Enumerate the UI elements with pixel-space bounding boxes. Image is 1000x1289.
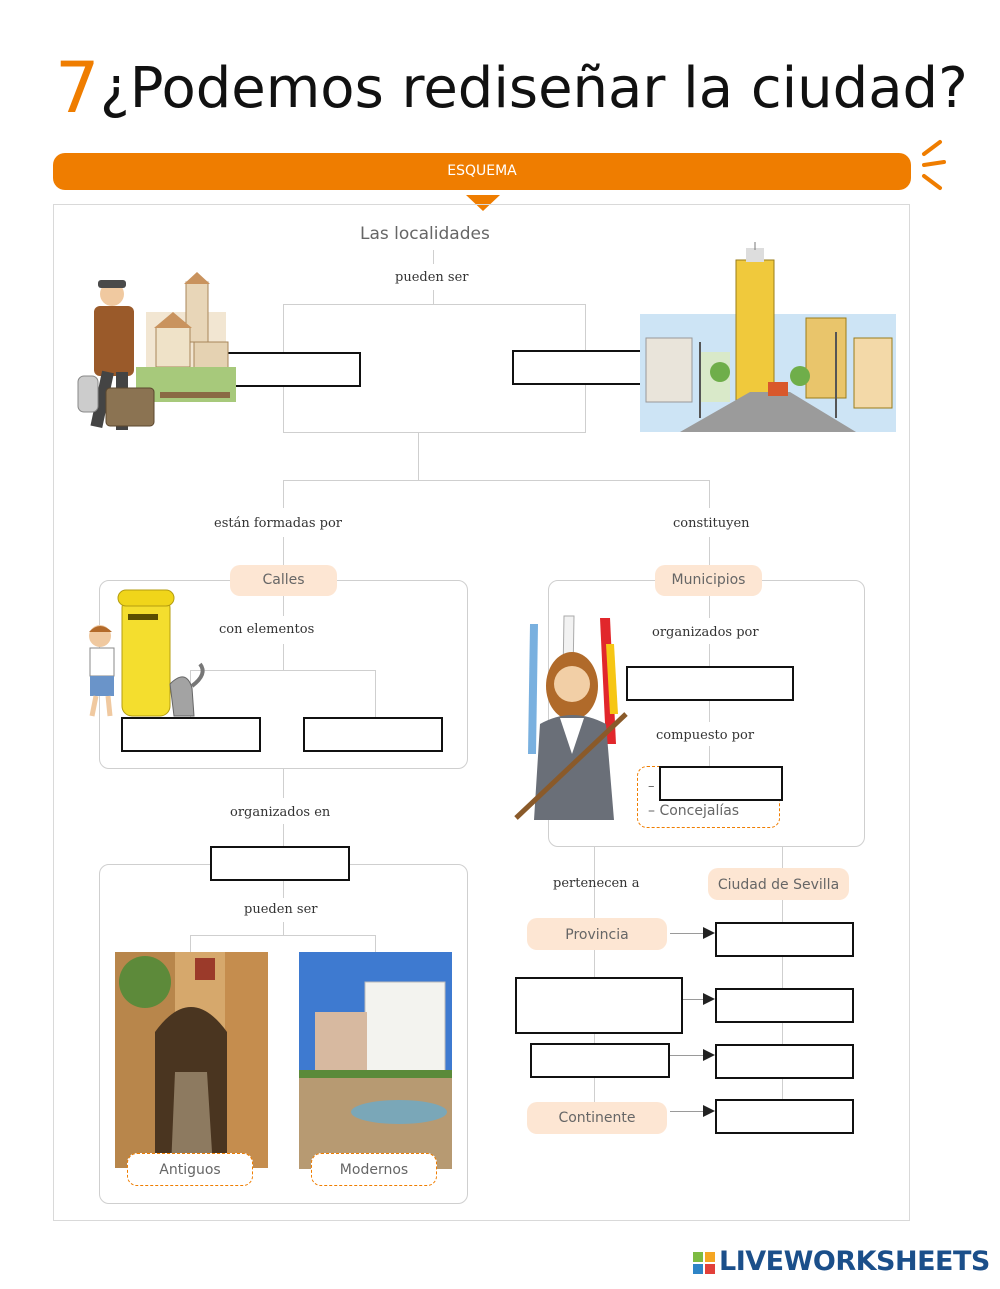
root-heading: Las localidades [360, 224, 490, 244]
label-estan-formadas-por: están formadas por [214, 516, 343, 531]
answer-box-rural[interactable] [226, 352, 361, 387]
answer-box-level-3-right[interactable] [715, 1044, 854, 1079]
answer-box-continente[interactable] [715, 1099, 854, 1134]
traveler-village-illustration [76, 272, 236, 444]
liveworksheets-logo-icon [693, 1252, 715, 1274]
label-con-elementos: con elementos [219, 622, 315, 637]
label-pueden-ser-2: pueden ser [244, 902, 318, 917]
answer-box-level-2-right[interactable] [715, 988, 854, 1023]
scheme-banner: ESQUEMA [53, 153, 911, 190]
unit-number: 7 [55, 47, 100, 129]
label-organizados-por: organizados por [652, 625, 759, 640]
sparkle-icon [918, 138, 948, 194]
answer-box-level-3-left[interactable] [530, 1043, 670, 1078]
arrow-right-icon [703, 993, 715, 1005]
municipios-pill: Municipios [655, 565, 762, 596]
concejalias-item: – Concejalías [648, 803, 740, 819]
modern-district-photo [299, 952, 452, 1169]
ciudad-sevilla-pill: Ciudad de Sevilla [708, 868, 849, 900]
city-street-illustration [640, 242, 896, 434]
answer-box-level-2-left[interactable] [515, 977, 683, 1034]
page-title: ¿Podemos rediseñar la ciudad? [100, 56, 968, 121]
dash-bullet: – [648, 779, 655, 794]
modernos-label: Modernos [311, 1153, 437, 1186]
mayor-flags-illustration [510, 614, 634, 820]
label-organizados-en: organizados en [230, 805, 331, 820]
label-compuesto-por: compuesto por [656, 728, 755, 743]
answer-box-elemento-2[interactable] [303, 717, 443, 752]
answer-box-organizados-en[interactable] [210, 846, 350, 881]
child-mailbox-illustration [82, 584, 216, 720]
label-pertenecen-a: pertenecen a [553, 876, 640, 891]
answer-box-provincia[interactable] [715, 922, 854, 957]
answer-box-elemento-1[interactable] [121, 717, 261, 752]
label-constituyen: constituyen [673, 516, 750, 531]
antiguos-label: Antiguos [127, 1153, 253, 1186]
answer-box-compuesto[interactable] [659, 766, 783, 801]
arrow-right-icon [703, 927, 715, 939]
old-town-photo [115, 952, 268, 1168]
calles-pill: Calles [230, 565, 337, 596]
answer-box-organizados-por[interactable] [626, 666, 794, 701]
answer-box-urbana[interactable] [512, 350, 647, 385]
label-pueden-ser: pueden ser [395, 270, 469, 285]
provincia-pill: Provincia [527, 918, 667, 950]
continente-pill: Continente [527, 1102, 667, 1134]
liveworksheets-logo[interactable]: LIVEWORKSHEETS [719, 1246, 990, 1277]
arrow-right-icon [703, 1049, 715, 1061]
arrow-right-icon [703, 1105, 715, 1117]
